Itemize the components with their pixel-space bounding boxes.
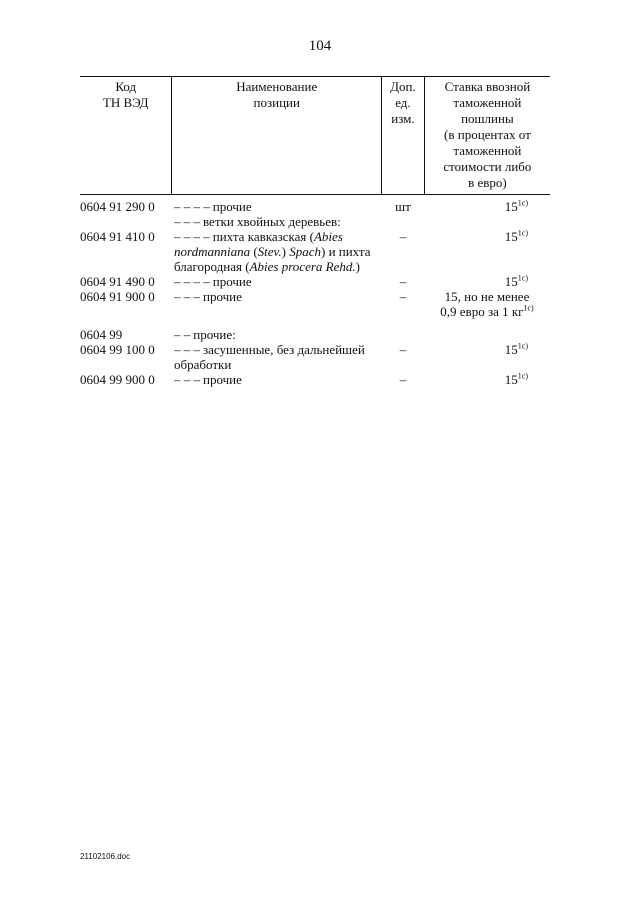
row-rate (424, 214, 550, 229)
name-text: прочие (203, 289, 242, 304)
row-name (172, 342, 382, 372)
row-code: 0604 99 900 0 (80, 372, 155, 387)
row-code: 0604 91 290 0 (80, 199, 155, 214)
table-row (80, 229, 550, 274)
name-text: ) и пихта благородная ( (174, 244, 371, 274)
level-dashes: – – (174, 327, 191, 342)
row-name (172, 289, 382, 319)
latin-name: Abies nordmanniana (174, 229, 343, 259)
row-unit: – (399, 274, 407, 289)
row-code: 0604 91 900 0 (80, 289, 155, 304)
table-body (80, 195, 550, 387)
rate-value: 15 (504, 372, 518, 387)
row-name (172, 274, 382, 289)
tariff-table (80, 76, 550, 387)
name-text: ( (250, 244, 258, 259)
page-number: 104 (308, 38, 332, 54)
table-row (80, 327, 550, 342)
row-rate (424, 289, 550, 319)
header-unit: Доп. ед. изм. (381, 77, 424, 194)
row-rate (424, 327, 550, 342)
level-dashes: – – – (174, 372, 200, 387)
level-dashes: – – – (174, 342, 200, 357)
row-gap (80, 319, 550, 327)
level-dashes: – – – – (174, 199, 210, 214)
header-rate: Ставка ввозной таможенной пошлины (в процентах от таможенной стоимости либо в евро) (424, 77, 550, 194)
name-text: ) (281, 244, 290, 259)
level-dashes: – – – (174, 289, 200, 304)
row-rate (424, 199, 550, 214)
name-text: ) (355, 259, 360, 274)
level-dashes: – – – – (174, 274, 210, 289)
rate-footnote-mark: 1c) (523, 303, 534, 313)
rate-footnote-mark: 1c) (517, 371, 528, 381)
rate-value: 15 (504, 274, 518, 289)
file-name-footer: 21102106.doc (80, 852, 131, 861)
name-text: ветки хвойных деревьев: (203, 214, 341, 229)
row-rate (424, 274, 550, 289)
row-rate (424, 342, 550, 372)
row-unit: шт (395, 199, 411, 214)
rate-value: 15 (504, 342, 518, 357)
rate-footnote-mark: 1c) (517, 198, 528, 208)
name-text: засушенные, без дальнейшей обработки (174, 342, 365, 372)
rate-footnote-mark: 1c) (517, 228, 528, 238)
name-text: прочие (203, 372, 242, 387)
row-name (172, 214, 382, 229)
row-name (172, 229, 382, 274)
latin-name: Spach (289, 244, 321, 259)
row-unit: – (399, 229, 407, 244)
header-code: Код ТН ВЭД (102, 79, 149, 110)
rate-value: 15 (504, 229, 518, 244)
table-row (80, 289, 550, 319)
latin-name: Stev. (257, 244, 282, 259)
name-text: прочие (212, 274, 252, 289)
row-rate (424, 372, 550, 387)
rate-footnote-mark: 1c) (517, 273, 528, 283)
level-dashes: – – – (174, 214, 200, 229)
table-row (80, 342, 550, 372)
row-unit: – (399, 372, 407, 387)
header-name: Наименование позиции (171, 77, 381, 194)
table-header (80, 76, 550, 195)
level-dashes: – – – – (174, 229, 210, 244)
row-code: 0604 99 (80, 327, 123, 342)
rate-footnote-mark: 1c) (517, 341, 528, 351)
latin-name: Abies procera Rehd. (249, 259, 356, 274)
name-text: прочие: (193, 327, 236, 342)
rate-value: 15 (504, 199, 518, 214)
row-unit: – (399, 289, 407, 304)
table-row (80, 274, 550, 289)
row-name (172, 327, 382, 342)
row-unit: – (399, 342, 407, 357)
row-name (172, 199, 382, 214)
row-unit (382, 214, 424, 229)
table-row (80, 372, 550, 387)
row-name (172, 372, 382, 387)
rate-value: 15, но не менее 0,9 евро за 1 кг (440, 289, 530, 319)
table-row (80, 214, 550, 229)
row-code: 0604 91 490 0 (80, 274, 155, 289)
row-unit (382, 327, 424, 342)
row-code: 0604 91 410 0 (80, 229, 155, 244)
table-row (80, 199, 550, 214)
row-code (80, 214, 172, 229)
row-rate (424, 229, 550, 274)
name-text: прочие (212, 199, 252, 214)
row-code: 0604 99 100 0 (80, 342, 155, 357)
name-text: пихта кавказская ( (212, 229, 314, 244)
